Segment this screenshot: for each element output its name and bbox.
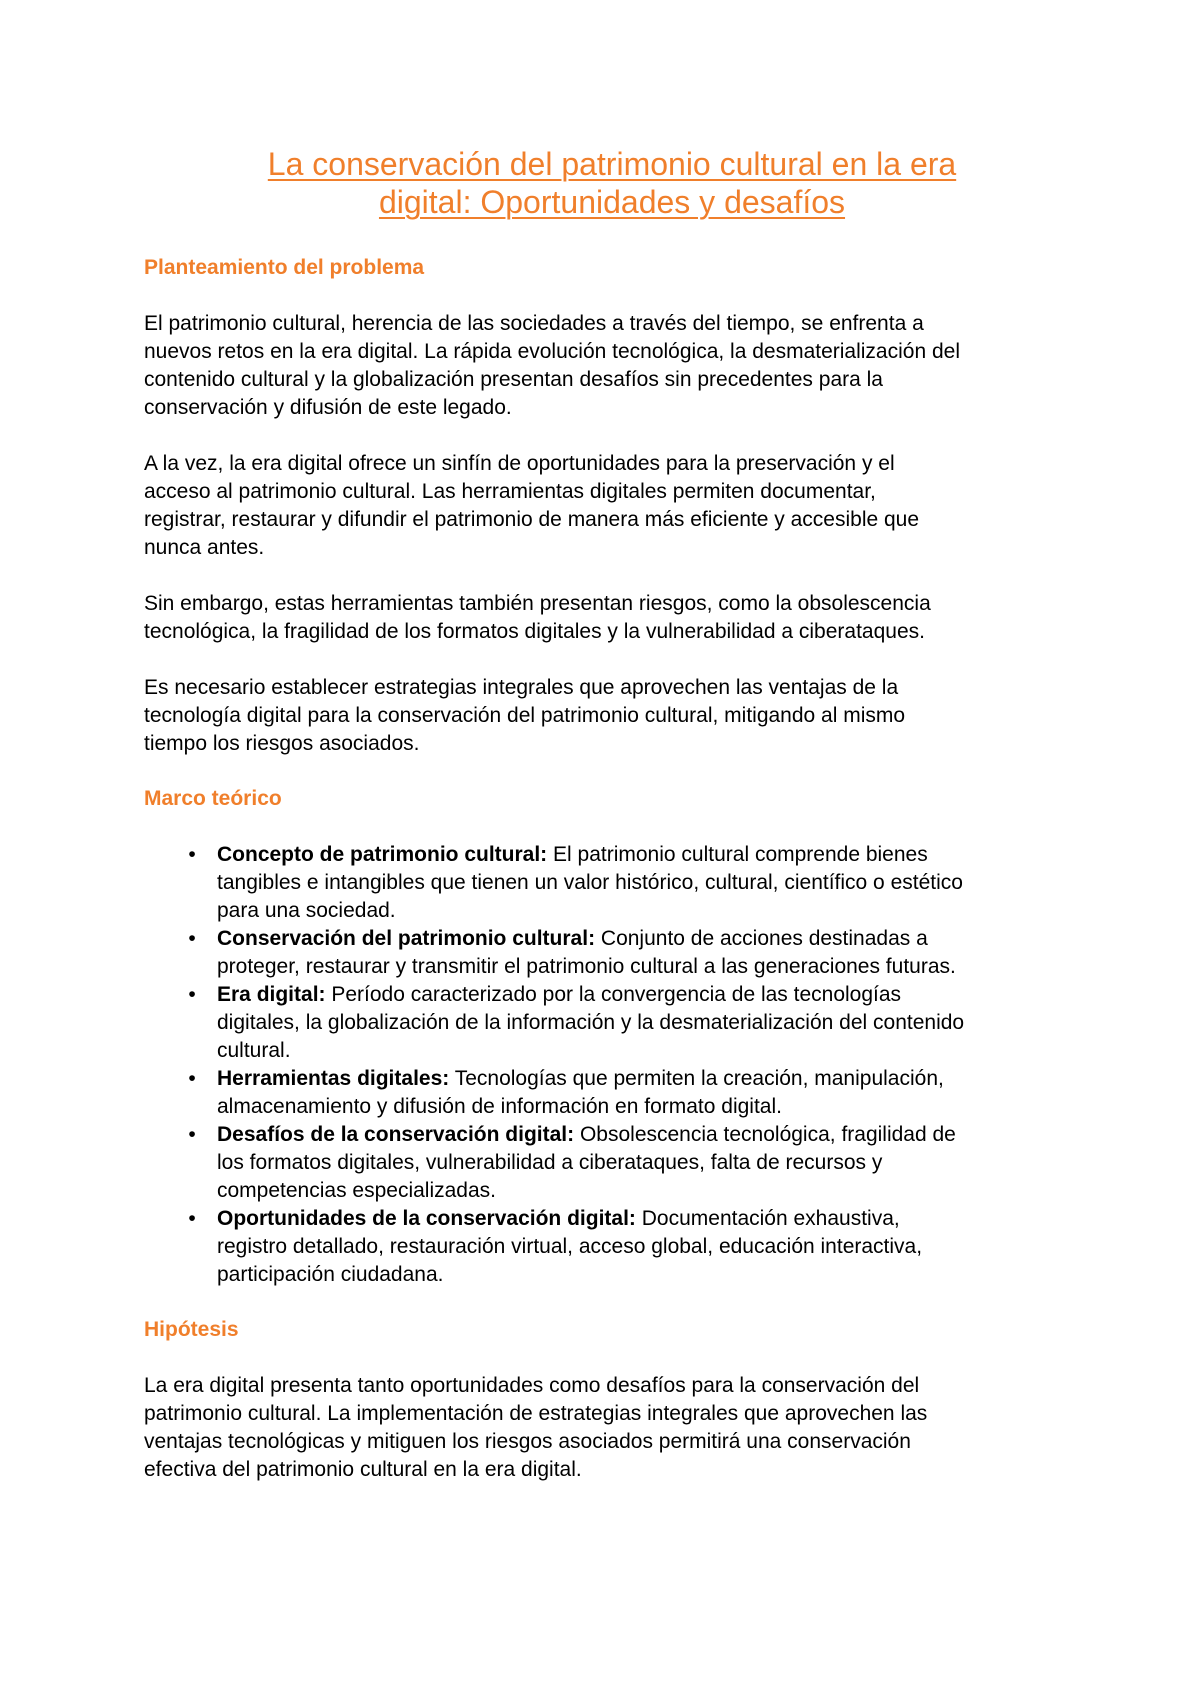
paragraph-line: nuevos retos en la era digital. La rápida evolución tecnológica, la desmaterialización del xyxy=(144,340,960,363)
paragraph-line: nunca antes. xyxy=(144,536,265,559)
list-item-term: Era digital: xyxy=(217,983,326,1006)
list-item-text: El patrimonio cultural comprende bienes xyxy=(547,843,928,866)
list-item xyxy=(144,1121,1079,1205)
section-heading-problema: Planteamiento del problema xyxy=(144,256,425,279)
list-item-text: Período caracterizado por la convergencia de las tecnologías xyxy=(325,983,902,1006)
document-title-line: La conservación del patrimonio cultural en la era xyxy=(267,146,957,182)
list-item-text: Obsolescencia tecnológica, fragilidad de xyxy=(574,1123,956,1146)
bullet-icon: • xyxy=(188,1207,196,1230)
list-item-text: Tecnologías que permiten la creación, manipulación, xyxy=(449,1067,944,1090)
bullet-icon: • xyxy=(188,1123,196,1146)
document-title xyxy=(144,145,1080,221)
list-item-line: competencias especializadas. xyxy=(217,1179,496,1202)
paragraph-line: tiempo los riesgos asociados. xyxy=(144,732,420,755)
list-item-line xyxy=(217,981,1079,1009)
paragraph-line: registrar, restaurar y difundir el patrimonio de manera más eficiente y accesible que xyxy=(144,508,920,531)
list-item-line xyxy=(217,925,1079,953)
paragraph-line: Es necesario establecer estrategias integrales que aprovechen las ventajas de la xyxy=(144,676,899,699)
section-heading-hipotesis: Hipótesis xyxy=(144,1318,239,1341)
paragraph xyxy=(144,310,1084,422)
paragraph-line: La era digital presenta tanto oportunidades como desafíos para la conservación del xyxy=(144,1374,920,1397)
bullet-icon: • xyxy=(188,983,196,1006)
document-title-line: digital: Oportunidades y desafíos xyxy=(378,184,846,220)
paragraph xyxy=(144,674,1084,758)
list-item xyxy=(144,1065,1079,1121)
list-item-line: para una sociedad. xyxy=(217,899,396,922)
list-item-line: tangibles e intangibles que tienen un valor histórico, cultural, científico o estético xyxy=(217,871,963,894)
paragraph xyxy=(144,450,1084,562)
bullet-icon: • xyxy=(188,843,196,866)
paragraph-line: patrimonio cultural. La implementación de estrategias integrales que aprovechen las xyxy=(144,1402,928,1425)
list-item-term: Conservación del patrimonio cultural: xyxy=(217,927,596,950)
paragraph-line: A la vez, la era digital ofrece un sinfín de oportunidades para la preservación y el xyxy=(144,452,895,475)
list-item xyxy=(144,1205,1079,1289)
list-item-term: Concepto de patrimonio cultural: xyxy=(217,843,548,866)
list-item-text: Conjunto de acciones destinadas a xyxy=(595,927,928,950)
list-item-line xyxy=(217,1065,1079,1093)
list-item-text: Documentación exhaustiva, xyxy=(635,1207,900,1230)
list-item-line xyxy=(217,1205,1079,1233)
paragraph-line: tecnología digital para la conservación del patrimonio cultural, mitigando al mismo xyxy=(144,704,906,727)
paragraph-line: contenido cultural y la globalización presentan desafíos sin precedentes para la xyxy=(144,368,883,391)
list-item-term: Oportunidades de la conservación digital: xyxy=(217,1207,636,1230)
bullet-icon: • xyxy=(188,1067,196,1090)
paragraph-line: efectiva del patrimonio cultural en la era digital. xyxy=(144,1458,582,1481)
paragraph xyxy=(144,1372,1084,1484)
list-item-term: Herramientas digitales: xyxy=(217,1067,450,1090)
list-item-line: digitales, la globalización de la información y la desmaterialización del contenido xyxy=(217,1011,965,1034)
list-item xyxy=(144,841,1079,925)
list-item xyxy=(144,981,1079,1065)
paragraph-line: El patrimonio cultural, herencia de las sociedades a través del tiempo, se enfrenta a xyxy=(144,312,924,335)
list-item-line xyxy=(217,1121,1079,1149)
list-item-line xyxy=(217,841,1079,869)
paragraph-line: acceso al patrimonio cultural. Las herramientas digitales permiten documentar, xyxy=(144,480,876,503)
list-item-line: cultural. xyxy=(217,1039,291,1062)
section-heading-marco: Marco teórico xyxy=(144,787,282,810)
paragraph-line: ventajas tecnológicas y mitiguen los riesgos asociados permitirá una conservación xyxy=(144,1430,911,1453)
paragraph-line: conservación y difusión de este legado. xyxy=(144,396,512,419)
list-item-line: proteger, restaurar y transmitir el patrimonio cultural a las generaciones futuras. xyxy=(217,955,956,978)
list-item-line: almacenamiento y difusión de información en formato digital. xyxy=(217,1095,782,1118)
list-item xyxy=(144,925,1079,981)
list-item-term: Desafíos de la conservación digital: xyxy=(217,1123,575,1146)
paragraph xyxy=(144,590,1084,646)
bullet-icon: • xyxy=(188,927,196,950)
list-item-line: los formatos digitales, vulnerabilidad a ciberataques, falta de recursos y xyxy=(217,1151,883,1174)
paragraph-line: Sin embargo, estas herramientas también presentan riesgos, como la obsolescencia xyxy=(144,592,931,615)
list-item-line: registro detallado, restauración virtual, acceso global, educación interactiva, xyxy=(217,1235,923,1258)
paragraph-line: tecnológica, la fragilidad de los formatos digitales y la vulnerabilidad a ciberataques. xyxy=(144,620,925,643)
list-item-line: participación ciudadana. xyxy=(217,1263,444,1286)
concepts-list xyxy=(144,841,1079,1289)
